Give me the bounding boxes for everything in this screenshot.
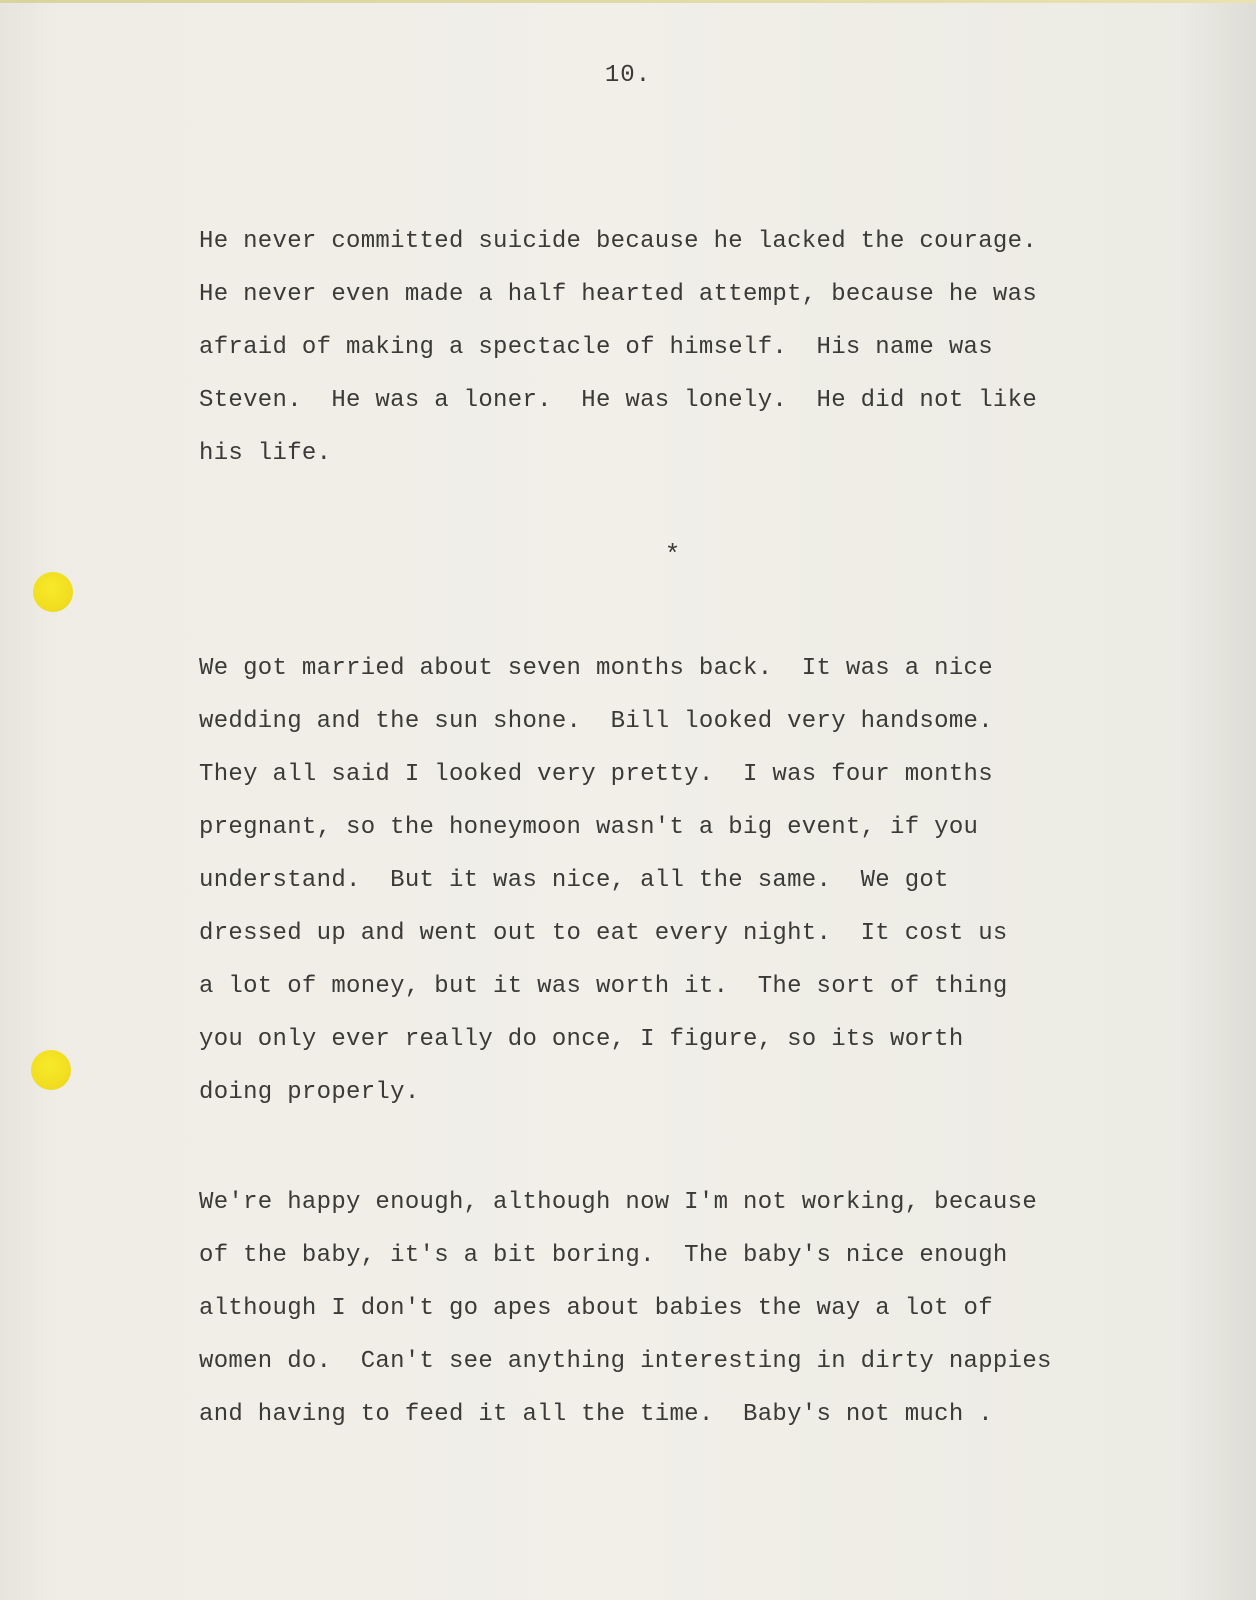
text-line: you only ever really do once, I figure, so its worth — [199, 1026, 964, 1053]
page-number: 10. — [604, 62, 652, 89]
text-line: He never committed suicide because he lacked the courage. — [199, 228, 1038, 255]
text-line: although I don't go apes about babies the way a lot of — [199, 1295, 993, 1322]
paragraph-1 — [199, 215, 1199, 480]
text-line: women do. Can't see anything interesting in dirty nappies — [199, 1348, 1052, 1375]
text-line: He never even made a half hearted attempt, because he was — [199, 281, 1038, 308]
paragraph-2 — [199, 642, 1199, 1119]
text-line: dressed up and went out to eat every night. It cost us — [199, 920, 1008, 947]
text-line: of the baby, it's a bit boring. The baby's nice enough — [199, 1242, 1008, 1269]
text-line: wedding and the sun shone. Bill looked very handsome. — [199, 708, 993, 735]
section-separator: * — [664, 540, 681, 570]
text-line: Steven. He was a loner. He was lonely. He did not like — [199, 387, 1038, 414]
text-line: and having to feed it all the time. Baby's not much . — [199, 1401, 993, 1428]
binder-hole-reinforcement — [31, 1050, 71, 1090]
text-line: understand. But it was nice, all the same. We got — [199, 867, 949, 894]
text-line: his life. — [199, 440, 332, 467]
text-line: We're happy enough, although now I'm not working, because — [199, 1189, 1038, 1216]
text-line: They all said I looked very pretty. I was four months — [199, 761, 993, 788]
page-top-edge — [0, 0, 1256, 3]
paragraph-3 — [199, 1176, 1199, 1441]
text-line: pregnant, so the honeymoon wasn't a big event, if you — [199, 814, 979, 841]
text-line: doing properly. — [199, 1079, 420, 1106]
text-line: a lot of money, but it was worth it. The sort of thing — [199, 973, 1008, 1000]
binder-hole-reinforcement — [33, 572, 73, 612]
text-line: afraid of making a spectacle of himself. His name was — [199, 334, 993, 361]
text-line: We got married about seven months back. It was a nice — [199, 655, 993, 682]
